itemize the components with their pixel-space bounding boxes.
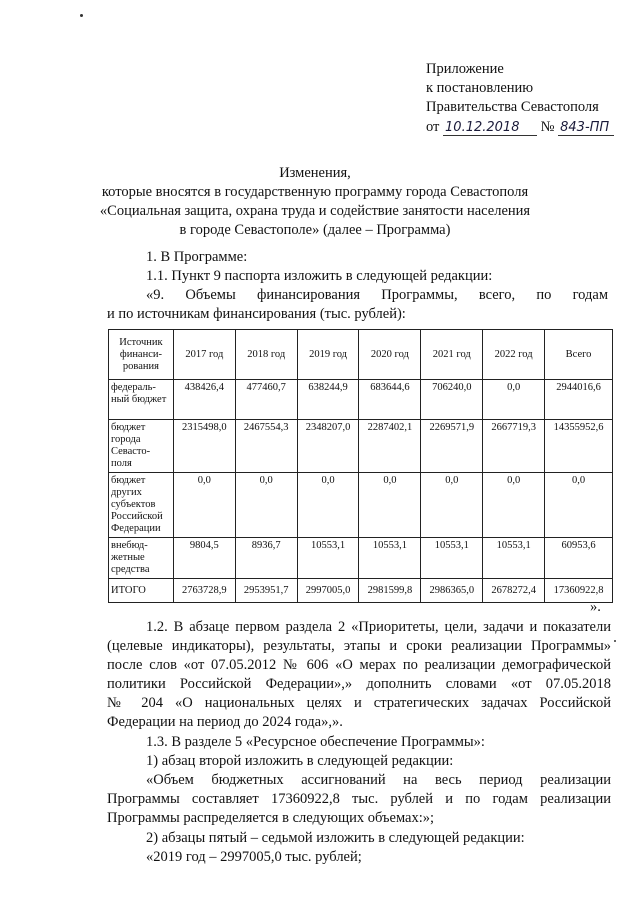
value-cell: 10553,1 — [421, 538, 483, 579]
value-cell: 2269571,9 — [421, 420, 483, 473]
attachment-government: Правительства Севастополя — [426, 99, 599, 115]
budget-quote-line-1: «Объем бюджетных ассигнований на весь период реализации — [146, 772, 611, 788]
value-cell: 8936,7 — [235, 538, 297, 579]
title-line-4: в городе Севастополе» (далее – Программа) — [179, 222, 451, 238]
value-cell: 9804,5 — [173, 538, 235, 579]
date-prefix: от — [426, 119, 440, 135]
value-cell: 0,0 — [483, 380, 545, 420]
table-header-row — [109, 330, 613, 380]
value-cell: 10553,1 — [483, 538, 545, 579]
value-cell: 2287402,1 — [359, 420, 421, 473]
value-cell: 2763728,9 — [173, 579, 235, 603]
value-cell: 2986365,0 — [421, 579, 483, 603]
table-row — [109, 473, 613, 538]
header-cell: 2022 год — [483, 330, 545, 380]
section-1-heading: 1. В Программе: — [146, 249, 248, 265]
attachment-header — [426, 60, 626, 137]
financing-table — [108, 329, 613, 603]
title-line-2: которые вносятся в государственную программу города Севастополя — [101, 184, 529, 200]
clause-1-2-line-3: после слов «от 07.05.2012 № 606 «О мерах по реализации демографической — [107, 657, 611, 673]
source-cell: внебюд-жетные средства — [109, 538, 174, 579]
clause-1-3: 1.3. В разделе 5 «Ресурсное обеспечение Программы»: — [146, 734, 485, 750]
value-cell: 706240,0 — [421, 380, 483, 420]
clause-1-1: 1.1. Пункт 9 паспорта изложить в следующей редакции: — [146, 268, 493, 284]
value-cell: 2981599,8 — [359, 579, 421, 603]
clause-1-2-line-4: политики Российской Федерации»,» дополнить словами «от 07.05.2018 — [107, 676, 611, 692]
header-cell: 2021 год — [421, 330, 483, 380]
header-cell: Всего — [545, 330, 613, 380]
value-cell: 2348207,0 — [297, 420, 359, 473]
value-cell: 638244,9 — [297, 380, 359, 420]
table-row — [109, 420, 613, 473]
value-cell: 10553,1 — [359, 538, 421, 579]
clause-1-3-item-1: 1) абзац второй изложить в следующей редакции: — [146, 753, 454, 769]
closing-quote: ». — [590, 599, 601, 615]
value-cell: 2667719,3 — [483, 420, 545, 473]
source-cell: ИТОГО — [109, 579, 174, 603]
source-cell: бюджет города Севасто-поля — [109, 420, 174, 473]
clause-1-2-line-6: Федерации на период до 2024 года»,». — [107, 714, 343, 730]
value-cell: 2953951,7 — [235, 579, 297, 603]
title-line-3: «Социальная защита, охрана труда и содействие занятости населения — [99, 203, 531, 219]
header-cell: 2018 год — [235, 330, 297, 380]
clause-9-line-2: и по источникам финансирования (тыс. рублей): — [107, 306, 406, 322]
value-cell: 438426,4 — [173, 380, 235, 420]
value-cell: 60953,6 — [545, 538, 613, 579]
value-cell: 0,0 — [297, 473, 359, 538]
value-cell: 10553,1 — [297, 538, 359, 579]
document-title — [100, 164, 530, 240]
value-cell: 0,0 — [483, 473, 545, 538]
value-cell: 2467554,3 — [235, 420, 297, 473]
value-cell: 0,0 — [173, 473, 235, 538]
clause-1-2 — [107, 618, 611, 732]
clause-1-2-line-2: (целевые индикаторы), результаты, этапы и сроки реализации Программы» — [107, 638, 611, 654]
number-prefix: № — [540, 119, 555, 135]
value-cell: 2315498,0 — [173, 420, 235, 473]
value-cell: 683644,6 — [359, 380, 421, 420]
table-row — [109, 538, 613, 579]
value-cell: 2997005,0 — [297, 579, 359, 603]
scan-speck — [614, 640, 616, 642]
value-cell: 2944016,6 — [545, 380, 613, 420]
budget-quote-line-2: Программы составляет 17360922,8 тыс. рублей и по годам реализации — [107, 791, 611, 807]
date-value: 10.12.2018 — [443, 121, 537, 136]
source-cell: федераль-ный бюджет — [109, 380, 174, 420]
table-row — [109, 380, 613, 420]
year-2019-line: «2019 год – 2997005,0 тыс. рублей; — [146, 849, 362, 865]
header-cell: 2019 год — [297, 330, 359, 380]
attachment-date-number — [426, 118, 626, 137]
value-cell: 0,0 — [359, 473, 421, 538]
value-cell: 477460,7 — [235, 380, 297, 420]
number-value: 843-ПП — [558, 121, 614, 136]
value-cell: 14355952,6 — [545, 420, 613, 473]
value-cell: 2678272,4 — [483, 579, 545, 603]
value-cell: 0,0 — [545, 473, 613, 538]
value-cell: 0,0 — [421, 473, 483, 538]
value-cell: 0,0 — [235, 473, 297, 538]
budget-quote-line-3: Программы распределяется в следующих объемах:»; — [107, 810, 435, 826]
attachment-label: Приложение — [426, 61, 504, 77]
clause-1-2-line-5: № 204 «О национальных целях и стратегических задачах Российской — [107, 695, 611, 711]
source-cell: бюджет других субъектов Российской Федерации — [109, 473, 174, 538]
value-cell: 17360922,8 — [545, 579, 613, 603]
header-cell: Источник финанси-рования — [109, 330, 174, 380]
title-line-1: Изменения, — [279, 165, 351, 181]
clause-1-2-line-1: 1.2. В абзаце первом раздела 2 «Приоритеты, цели, задачи и показатели — [146, 619, 611, 635]
header-cell: 2017 год — [173, 330, 235, 380]
clause-9-line-1: «9. Объемы финансирования Программы, всего, по годам — [146, 287, 608, 303]
table-total-row — [109, 579, 613, 603]
budget-quote — [107, 771, 611, 828]
attachment-decree: к постановлению — [426, 80, 534, 96]
clause-1-3-item-2: 2) абзацы пятый – седьмой изложить в следующей редакции: — [146, 830, 525, 846]
header-cell: 2020 год — [359, 330, 421, 380]
scan-speck — [80, 14, 83, 17]
